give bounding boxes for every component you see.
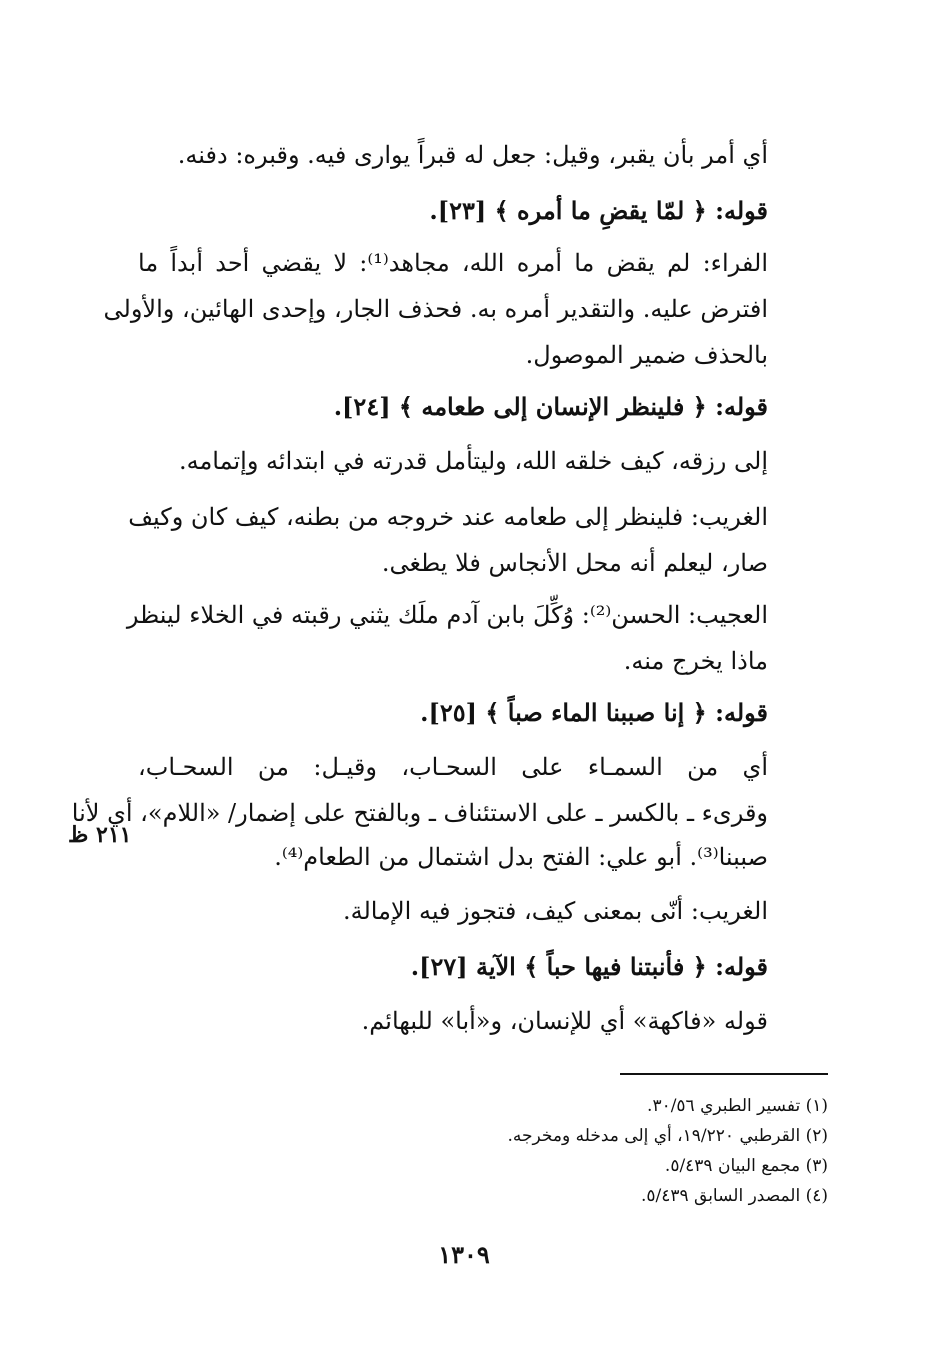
text-line-3: الفراء: لم يقض ما أمره الله، مجاهد⁽¹⁾: لا يقضي أحد أبداً ما	[138, 249, 768, 277]
text-line-18: قوله «فاكهة» أي للإنسان، و«أبا» للبهائم.	[361, 1007, 768, 1035]
text-line-4: افترض عليه. والتقدير أمره به. فحذف الجار، وإحدى الهائين، والأولى	[103, 295, 768, 323]
footnote-2: (٢) القرطبي ١٩/٢٢٠، أي إلى مدخله ومخرجه.	[507, 1126, 828, 1146]
text-line-13: أي من السمـاء على السحـاب، وقيـل: من السحـاب،	[138, 753, 768, 781]
text-line-16: الغريب: أنّى بمعنى كيف، فتجوز فيه الإمالة.	[342, 897, 768, 925]
manuscript-folio-note: ٢١١ ظ	[68, 822, 132, 848]
verse-heading-25: قوله: ﴿ إنا صببنا الماء صباً ﴾ [٢٥].	[420, 698, 768, 727]
text-line-5: بالحذف ضمير الموصول.	[525, 341, 768, 369]
text-line-8: الغريب: فلينظر إلى طعامه عند خروجه من بطنه، كيف كان وكيف	[128, 503, 768, 531]
footnote-divider	[620, 1073, 828, 1075]
text-line-1: أي أمر بأن يقبر، وقيل: جعل له قبراً يوارى فيه. وقبره: دفنه.	[177, 141, 768, 169]
verse-heading-27: قوله: ﴿ فأنبتنا فيها حباً ﴾ الآية [٢٧].	[410, 952, 768, 981]
footnote-4: (٤) المصدر السابق ٥/٤٣٩.	[640, 1186, 828, 1206]
text-line-11: ماذا يخرج منه.	[623, 647, 768, 675]
footnote-1: (١) تفسير الطبري ٣٠/٥٦.	[647, 1096, 828, 1116]
text-line-7: إلى رزقه، كيف خلقه الله، وليتأمل قدرته في ابتدائه وإتمامه.	[178, 447, 768, 475]
text-line-14: وقرىء ـ بالكسر ـ على الاستئناف ـ وبالفتح على إضمار/ «اللام»، أي لأنا	[71, 799, 768, 827]
verse-heading-24: قوله: ﴿ فلينظر الإنسان إلى طعامه ﴾ [٢٤].	[333, 392, 768, 421]
text-line-10: العجيب: الحسن⁽²⁾: وُكِّلَ بابن آدم ملَك يثني رقبته في الخلاء لينظر	[126, 601, 768, 629]
text-line-9: صار، ليعلم أنه محل الأنجاس فلا يطغى.	[381, 549, 768, 577]
footnote-3: (٣) مجمع البيان ٥/٤٣٩.	[664, 1156, 828, 1176]
verse-heading-23: قوله: ﴿ لمّا يقضِ ما أمره ﴾ [٢٣].	[429, 196, 768, 225]
page-number: ١٣٠٩	[438, 1240, 490, 1269]
text-line-15: صببنا⁽³⁾. أبو علي: الفتح بدل اشتمال من الطعام⁽⁴⁾.	[274, 843, 768, 871]
